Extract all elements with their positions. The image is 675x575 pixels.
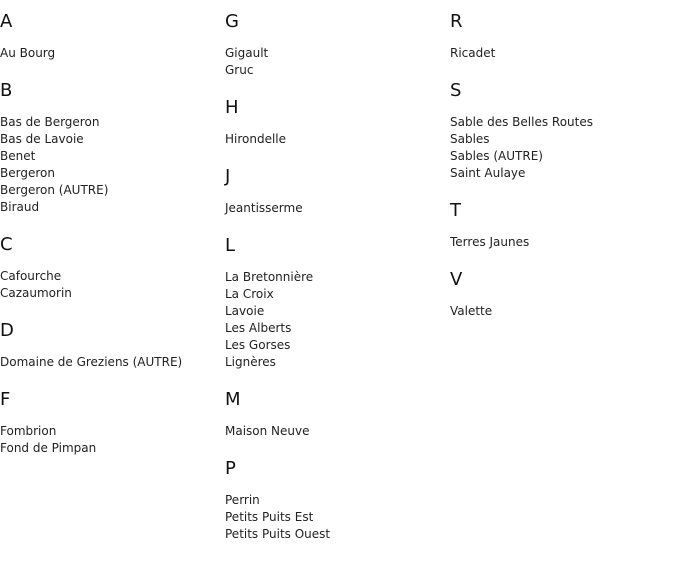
entry-gruc[interactable]: Gruc: [225, 63, 254, 77]
entry-list-v: [450, 303, 670, 320]
letter-heading-g: G: [225, 11, 239, 32]
entry-list-r: [450, 45, 670, 62]
entry-petits-puits-est[interactable]: Petits Puits Est: [225, 510, 314, 524]
entry-cazaumorin[interactable]: Cazaumorin: [0, 286, 72, 300]
index-column-3: [450, 0, 670, 338]
entry-la-bretonniere[interactable]: La Bretonnière: [225, 270, 314, 284]
entry-list-m: [225, 423, 445, 440]
entry-list-f: [0, 423, 220, 457]
entry-hirondelle[interactable]: Hirondelle: [225, 132, 287, 146]
entry-la-croix[interactable]: La Croix: [225, 287, 274, 301]
letter-heading-c: C: [0, 234, 13, 255]
letter-heading-t: T: [450, 200, 461, 221]
entry-list-b: [0, 114, 220, 216]
entry-bas-de-bergeron[interactable]: Bas de Bergeron: [0, 115, 100, 129]
entry-list-t: [450, 234, 670, 251]
entry-domaine-de-greziens-autre[interactable]: Domaine de Greziens (AUTRE): [0, 355, 183, 369]
letter-heading-m: M: [225, 389, 241, 410]
entry-list-l: [225, 269, 445, 371]
letter-group-s: [450, 80, 670, 182]
entry-les-gorses[interactable]: Les Gorses: [225, 338, 291, 352]
entry-perrin[interactable]: Perrin: [225, 493, 260, 507]
entry-fond-de-pimpan[interactable]: Fond de Pimpan: [0, 441, 97, 455]
entry-bergeron[interactable]: Bergeron: [0, 166, 55, 180]
letter-heading-a: A: [0, 11, 13, 32]
letter-group-t: [450, 200, 670, 251]
letter-group-c: [0, 234, 220, 302]
entry-list-a: [0, 45, 220, 62]
entry-biraud[interactable]: Biraud: [0, 200, 40, 214]
letter-heading-b: B: [0, 80, 13, 101]
letter-heading-r: R: [450, 11, 463, 32]
letter-group-v: [450, 269, 670, 320]
letter-group-m: [225, 389, 445, 440]
letter-group-p: [225, 458, 445, 543]
entry-ricadet[interactable]: Ricadet: [450, 46, 496, 60]
entry-list-p: [225, 492, 445, 543]
letter-group-f: [0, 389, 220, 457]
letter-group-l: [225, 235, 445, 371]
entry-valette[interactable]: Valette: [450, 304, 493, 318]
letter-heading-l: L: [225, 235, 236, 256]
index-column-2: [225, 0, 445, 561]
entry-sables[interactable]: Sables: [450, 132, 490, 146]
entry-list-s: [450, 114, 670, 182]
entry-maison-neuve[interactable]: Maison Neuve: [225, 424, 310, 438]
entry-list-g: [225, 45, 445, 79]
letter-heading-h: H: [225, 97, 239, 118]
entry-terres-jaunes[interactable]: Terres Jaunes: [450, 235, 530, 249]
entry-gigault[interactable]: Gigault: [225, 46, 269, 60]
entry-sable-des-belles-routes[interactable]: Sable des Belles Routes: [450, 115, 594, 129]
letter-group-j: [225, 166, 445, 217]
entry-au-bourg[interactable]: Au Bourg: [0, 46, 56, 60]
entry-benet[interactable]: Benet: [0, 149, 36, 163]
letter-heading-j: J: [225, 166, 231, 187]
letter-group-d: [0, 320, 220, 371]
entry-bas-de-lavoie[interactable]: Bas de Lavoie: [0, 132, 84, 146]
letter-group-g: [225, 11, 445, 79]
letter-heading-f: F: [0, 389, 11, 410]
letter-heading-p: P: [225, 458, 236, 479]
entry-sables-autre[interactable]: Sables (AUTRE): [450, 149, 543, 163]
entry-fombrion[interactable]: Fombrion: [0, 424, 57, 438]
entry-list-c: [0, 268, 220, 302]
letter-heading-d: D: [0, 320, 14, 341]
entry-saint-aulaye[interactable]: Saint Aulaye: [450, 166, 526, 180]
index-column-1: [0, 0, 220, 475]
letter-group-b: [0, 80, 220, 216]
entry-jeantisserme[interactable]: Jeantisserme: [225, 201, 303, 215]
entry-list-j: [225, 200, 445, 217]
entry-ligneres[interactable]: Lignères: [225, 355, 276, 369]
letter-group-a: [0, 11, 220, 62]
letter-group-h: [225, 97, 445, 148]
letter-group-r: [450, 11, 670, 62]
letter-heading-s: S: [450, 80, 462, 101]
entry-petits-puits-ouest[interactable]: Petits Puits Ouest: [225, 527, 331, 541]
letter-heading-v: V: [450, 269, 463, 290]
entry-bergeron-autre[interactable]: Bergeron (AUTRE): [0, 183, 109, 197]
entry-cafourche[interactable]: Cafourche: [0, 269, 62, 283]
entry-list-d: [0, 354, 220, 371]
entry-lavoie[interactable]: Lavoie: [225, 304, 265, 318]
entry-les-alberts[interactable]: Les Alberts: [225, 321, 292, 335]
entry-list-h: [225, 131, 445, 148]
